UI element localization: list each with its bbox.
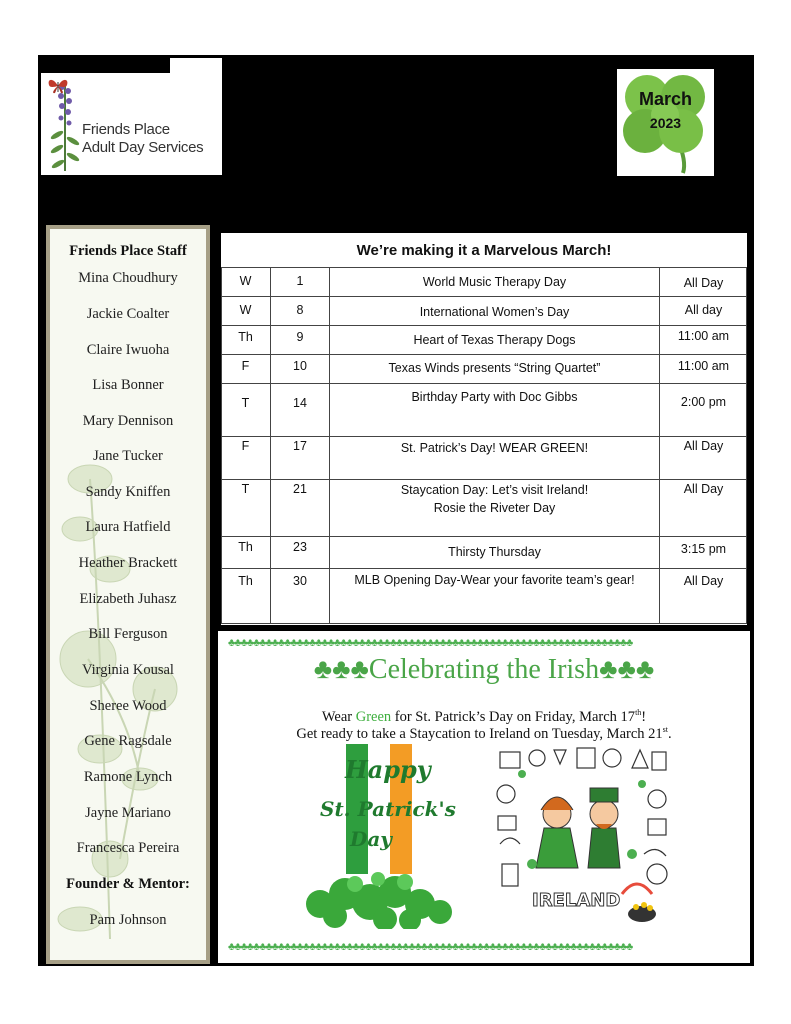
row-time: All day: [684, 303, 723, 317]
line1-end: !: [641, 708, 647, 725]
row-event: World Music Therapy Day: [422, 275, 567, 289]
row-day: Th: [238, 540, 253, 554]
butterfly-icon: [47, 77, 69, 95]
line1-pre: Wear: [321, 708, 356, 725]
row-date: 23: [293, 540, 307, 554]
row-event: International Women’s Day: [419, 305, 570, 319]
row-event: Heart of Texas Therapy Dogs: [413, 333, 576, 347]
logo-line-1: Friends Place: [82, 121, 170, 138]
staff-name: Heather Brackett: [78, 555, 178, 571]
row-time: 11:00 am: [677, 329, 730, 343]
staff-name: Sheree Wood: [89, 698, 167, 714]
events-table: [221, 267, 747, 625]
row-day: Th: [238, 330, 253, 344]
row-event: Birthday Party with Doc Gibbs: [411, 390, 578, 404]
staff-title: Friends Place Staff: [69, 243, 187, 259]
row-time: 11:00 am: [677, 359, 730, 373]
month-label: March: [638, 89, 692, 109]
events-calendar: [221, 233, 747, 625]
row-time: All Day: [683, 574, 724, 588]
line2-end: .: [668, 725, 672, 742]
row-day: T: [241, 396, 250, 410]
staff-name: Laura Hatfield: [85, 519, 171, 535]
row-event: Staycation Day: Let’s visit Ireland!: [400, 483, 589, 497]
pic2-text-ireland: IRELAND: [532, 890, 621, 911]
row-date: 9: [296, 330, 304, 344]
row-date: 1: [296, 274, 304, 288]
row-time: 2:00 pm: [680, 395, 727, 409]
line2-sup: st: [662, 725, 668, 734]
staff-name: Ramone Lynch: [83, 769, 173, 785]
month-badge: [617, 69, 714, 176]
staff-name: Elizabeth Juhasz: [79, 591, 177, 607]
happy-st-patricks-image: [290, 744, 460, 929]
pic1-text-day: Day: [350, 827, 392, 851]
staff-name: Mary Dennison: [82, 413, 174, 429]
pic1-text-stpatricks: St. Patrick's: [320, 797, 456, 821]
staff-name: Claire Iwuoha: [86, 342, 170, 358]
row-day: F: [241, 439, 250, 453]
ireland-doodle-image: [492, 744, 672, 929]
staff-name: Gene Ragsdale: [84, 733, 172, 749]
row-time: 3:15 pm: [680, 542, 727, 556]
row-day: T: [241, 482, 250, 496]
staff-sidebar: [46, 225, 210, 964]
row-day: W: [239, 303, 252, 317]
row-event: MLB Opening Day-Wear your favorite team’s gear!: [354, 573, 635, 587]
staff-name: Jayne Mariano: [85, 805, 171, 821]
row-date: 14: [293, 396, 307, 410]
calendar-title: We’re making it a Marvelous March!: [356, 242, 612, 259]
row-date: 17: [293, 439, 307, 453]
staff-name: Jackie Coalter: [86, 306, 170, 322]
staff-name: Lisa Bonner: [92, 377, 164, 393]
pic1-text-happy: Happy: [345, 755, 431, 784]
row-day: F: [241, 359, 250, 373]
row-event: Texas Winds presents “String Quartet”: [388, 361, 601, 375]
clover-border-bottom: ♣♣♣♣♣♣♣♣♣♣♣♣♣♣♣♣♣♣♣♣♣♣♣♣♣♣♣♣♣♣♣♣♣♣♣♣♣♣♣♣♣♣♣♣♣♣♣♣♣♣♣♣♣♣♣♣♣♣♣♣♣♣♣♣♣: [228, 941, 633, 953]
line1-green: Green: [355, 708, 392, 725]
row-event: Thirsty Thursday: [448, 545, 541, 559]
row-time: All Day: [683, 439, 724, 453]
staff-name: Bill Ferguson: [88, 626, 168, 642]
line2-pre: Get ready to take a Staycation to Ireland on Tuesday, March 21: [296, 725, 663, 742]
row-date: 30: [293, 574, 307, 588]
logo-text: [82, 121, 203, 157]
staff-name: Jane Tucker: [93, 448, 163, 464]
year-label: 2023: [649, 115, 682, 131]
staff-name: Sandy Kniffen: [85, 484, 171, 500]
staff-name: Francesca Pereira: [76, 840, 180, 856]
line1-post: for St. Patrick’s Day on Friday, March 17: [391, 708, 636, 725]
logo: [41, 73, 222, 175]
row-date: 10: [293, 359, 307, 373]
irish-line-2: [218, 725, 750, 743]
irish-heading: ♣♣♣Celebrating the Irish♣♣♣: [313, 654, 655, 685]
founder-name: Pam Johnson: [89, 912, 167, 928]
irish-line-1: [218, 708, 750, 726]
row-date: 8: [296, 303, 304, 317]
row-time: All Day: [683, 482, 724, 496]
staff-name: Mina Choudhury: [78, 270, 178, 286]
logo-tab: [170, 58, 222, 74]
logo-line-2: Adult Day Services: [82, 139, 204, 156]
founder-title: Founder & Mentor:: [66, 876, 190, 892]
row-date: 21: [293, 482, 307, 496]
clover-border-top: ♣♣♣♣♣♣♣♣♣♣♣♣♣♣♣♣♣♣♣♣♣♣♣♣♣♣♣♣♣♣♣♣♣♣♣♣♣♣♣♣♣♣♣♣♣♣♣♣♣♣♣♣♣♣♣♣♣♣♣♣♣♣♣♣♣: [228, 637, 633, 649]
row-event-secondary: Rosie the Riveter Day: [433, 501, 556, 515]
row-day: Th: [238, 574, 253, 588]
irish-section: [218, 631, 750, 963]
row-event: St. Patrick’s Day! WEAR GREEN!: [400, 441, 589, 455]
row-time: All Day: [683, 276, 724, 290]
staff-name: Virginia Kousal: [82, 662, 174, 678]
row-day: W: [239, 274, 252, 288]
line1-sup: th: [635, 708, 642, 717]
